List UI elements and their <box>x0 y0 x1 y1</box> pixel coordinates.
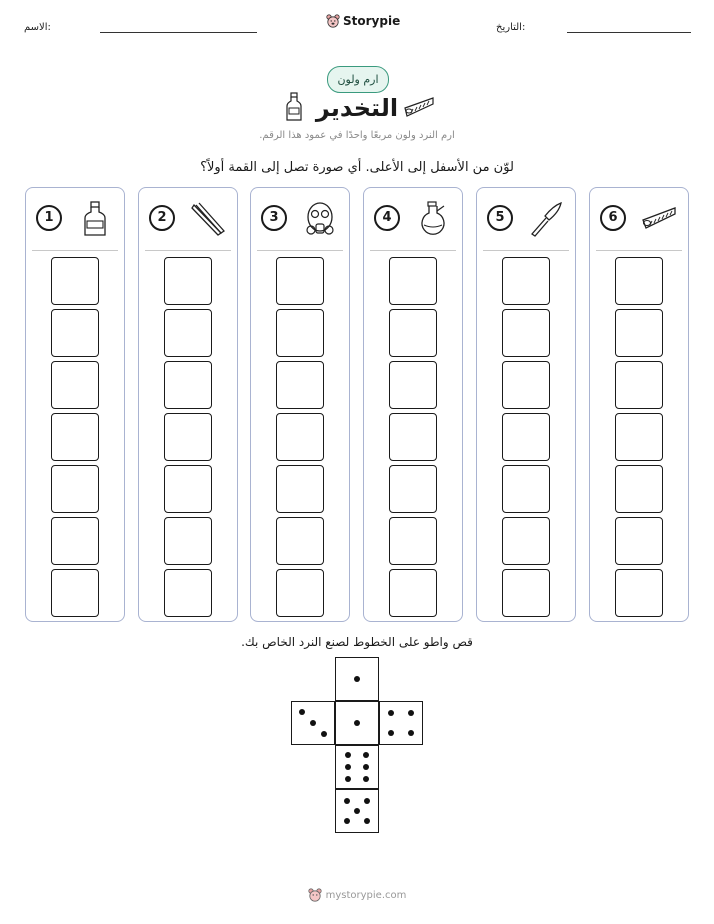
die-pip <box>388 710 394 716</box>
die-face-1 <box>335 701 379 745</box>
color-square[interactable] <box>615 257 663 305</box>
flask-icon <box>416 200 450 238</box>
scalpel-icon <box>529 200 563 238</box>
color-square[interactable] <box>389 465 437 513</box>
die-face-3 <box>291 701 335 745</box>
color-square[interactable] <box>502 257 550 305</box>
die-pip <box>345 752 351 758</box>
die-face-1 <box>335 657 379 701</box>
page-subtitle: ارم النرد ولون مربعًا واحدًا في عمود هذا الرقم. <box>259 130 455 141</box>
column-divider <box>145 250 231 251</box>
color-square[interactable] <box>276 569 324 617</box>
color-square[interactable] <box>276 413 324 461</box>
die-face-6 <box>335 745 379 789</box>
die-pip <box>363 764 369 770</box>
column-divider <box>32 250 118 251</box>
die-pip <box>364 798 370 804</box>
footer-site: mystorypie.com <box>325 889 407 901</box>
brand-name: Storypie <box>343 14 401 28</box>
color-square[interactable] <box>276 361 324 409</box>
color-square[interactable] <box>389 413 437 461</box>
color-square[interactable] <box>51 413 99 461</box>
color-square[interactable] <box>51 361 99 409</box>
activity-pill: ارم ولون <box>327 66 389 93</box>
instruction-text: لوّن من الأسفل إلى الأعلى. أي صورة تصل إلى القمة أولاً؟ <box>200 160 514 175</box>
die-pip <box>344 798 350 804</box>
color-square[interactable] <box>615 309 663 357</box>
die-pip <box>354 676 360 682</box>
column-divider <box>596 250 682 251</box>
column-2 <box>138 187 238 622</box>
column-divider <box>370 250 456 251</box>
column-divider <box>483 250 569 251</box>
color-square[interactable] <box>389 309 437 357</box>
column-number: 4 <box>374 205 400 231</box>
column-3 <box>250 187 350 622</box>
color-square[interactable] <box>164 517 212 565</box>
die-pip <box>408 710 414 716</box>
die-pip <box>345 776 351 782</box>
die-pip <box>344 818 350 824</box>
saw-icon <box>403 96 435 118</box>
color-square[interactable] <box>164 413 212 461</box>
column-number: 6 <box>600 205 626 231</box>
column-4 <box>363 187 463 622</box>
color-square[interactable] <box>164 309 212 357</box>
color-square[interactable] <box>164 257 212 305</box>
die-pip <box>354 720 360 726</box>
color-square[interactable] <box>164 569 212 617</box>
column-5 <box>476 187 576 622</box>
die-pip <box>345 764 351 770</box>
name-line[interactable] <box>100 32 257 33</box>
color-square[interactable] <box>615 361 663 409</box>
saw-icon <box>642 200 676 238</box>
color-square[interactable] <box>615 569 663 617</box>
column-number: 5 <box>487 205 513 231</box>
color-square[interactable] <box>51 569 99 617</box>
color-square[interactable] <box>51 257 99 305</box>
die-pip <box>364 818 370 824</box>
color-square[interactable] <box>502 465 550 513</box>
color-square[interactable] <box>389 361 437 409</box>
color-square[interactable] <box>502 361 550 409</box>
color-square[interactable] <box>615 517 663 565</box>
color-square[interactable] <box>164 465 212 513</box>
color-square[interactable] <box>389 257 437 305</box>
bear-icon <box>308 888 322 902</box>
name-label: الاسم: <box>24 22 51 33</box>
page-title: التخدير <box>315 94 399 122</box>
die-pip <box>363 776 369 782</box>
column-number: 1 <box>36 205 62 231</box>
footer <box>0 888 714 902</box>
bottle-icon <box>78 200 112 238</box>
color-square[interactable] <box>276 465 324 513</box>
die-pip <box>321 731 327 737</box>
color-square[interactable] <box>389 517 437 565</box>
column-divider <box>257 250 343 251</box>
die-pip <box>363 752 369 758</box>
date-line[interactable] <box>567 32 691 33</box>
color-square[interactable] <box>615 413 663 461</box>
die-pip <box>408 730 414 736</box>
color-square[interactable] <box>502 569 550 617</box>
color-square[interactable] <box>51 517 99 565</box>
color-square[interactable] <box>276 517 324 565</box>
color-square[interactable] <box>502 517 550 565</box>
color-square[interactable] <box>276 257 324 305</box>
column-6 <box>589 187 689 622</box>
color-square[interactable] <box>164 361 212 409</box>
color-square[interactable] <box>276 309 324 357</box>
die-pip <box>388 730 394 736</box>
die-pip <box>310 720 316 726</box>
color-square[interactable] <box>502 309 550 357</box>
date-label: التاريخ: <box>496 22 526 33</box>
die-face-4 <box>379 701 423 745</box>
die-pip <box>354 808 360 814</box>
color-square[interactable] <box>51 465 99 513</box>
color-square[interactable] <box>389 569 437 617</box>
column-number: 3 <box>261 205 287 231</box>
cut-instruction: قص واطو على الخطوط لصنع النرد الخاص بك. <box>241 635 473 649</box>
gas-mask-icon <box>303 200 337 238</box>
color-square[interactable] <box>51 309 99 357</box>
die-pip <box>299 709 305 715</box>
die-face-5 <box>335 789 379 833</box>
column-number: 2 <box>149 205 175 231</box>
bear-icon <box>326 14 340 28</box>
color-square[interactable] <box>615 465 663 513</box>
tweezers-icon <box>191 200 225 238</box>
column-1 <box>25 187 125 622</box>
color-square[interactable] <box>502 413 550 461</box>
brand-logo <box>326 14 400 28</box>
